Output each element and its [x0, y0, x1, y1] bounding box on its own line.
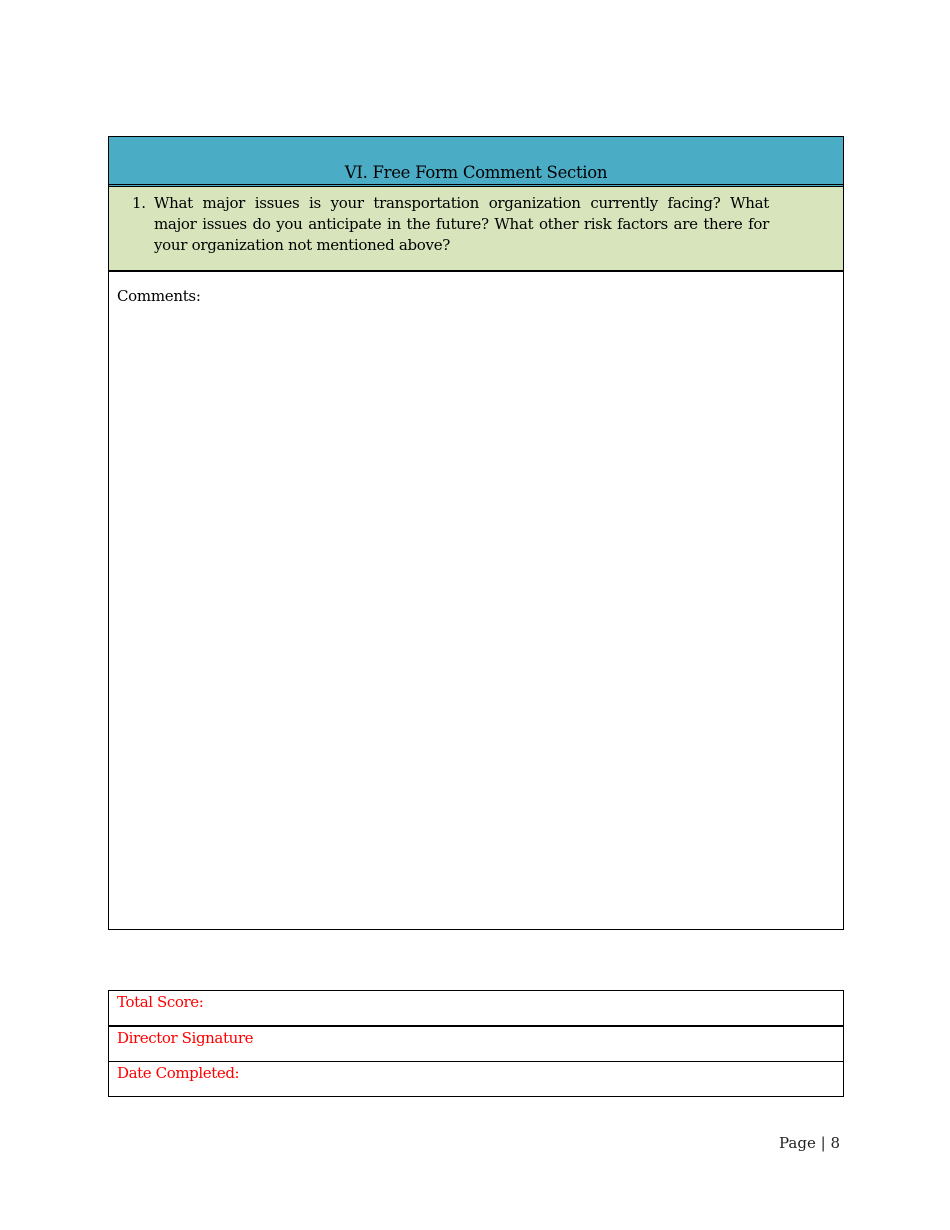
section-title: VI. Free Form Comment Section: [344, 163, 608, 182]
signoff-table: [108, 990, 844, 1097]
comments-label: Comments:: [117, 287, 201, 305]
director-signature-field[interactable]: [109, 1027, 843, 1062]
director-signature-label: Director Signature: [117, 1029, 254, 1047]
question-number: 1.: [132, 194, 146, 212]
page-number: Page | 8: [779, 1134, 840, 1152]
question-text: What major issues is your transportation organization currently facing? What major issues do you anticipate in the future? What other risk factors are there for your organization not mentioned above?: [154, 194, 769, 254]
section-header: [109, 137, 843, 187]
total-score-label: Total Score:: [117, 993, 204, 1011]
total-score-field[interactable]: [109, 991, 843, 1027]
date-completed-label: Date Completed:: [117, 1064, 240, 1082]
comment-section-table: [108, 136, 844, 930]
question-row: [109, 187, 843, 272]
date-completed-field[interactable]: [109, 1062, 843, 1096]
